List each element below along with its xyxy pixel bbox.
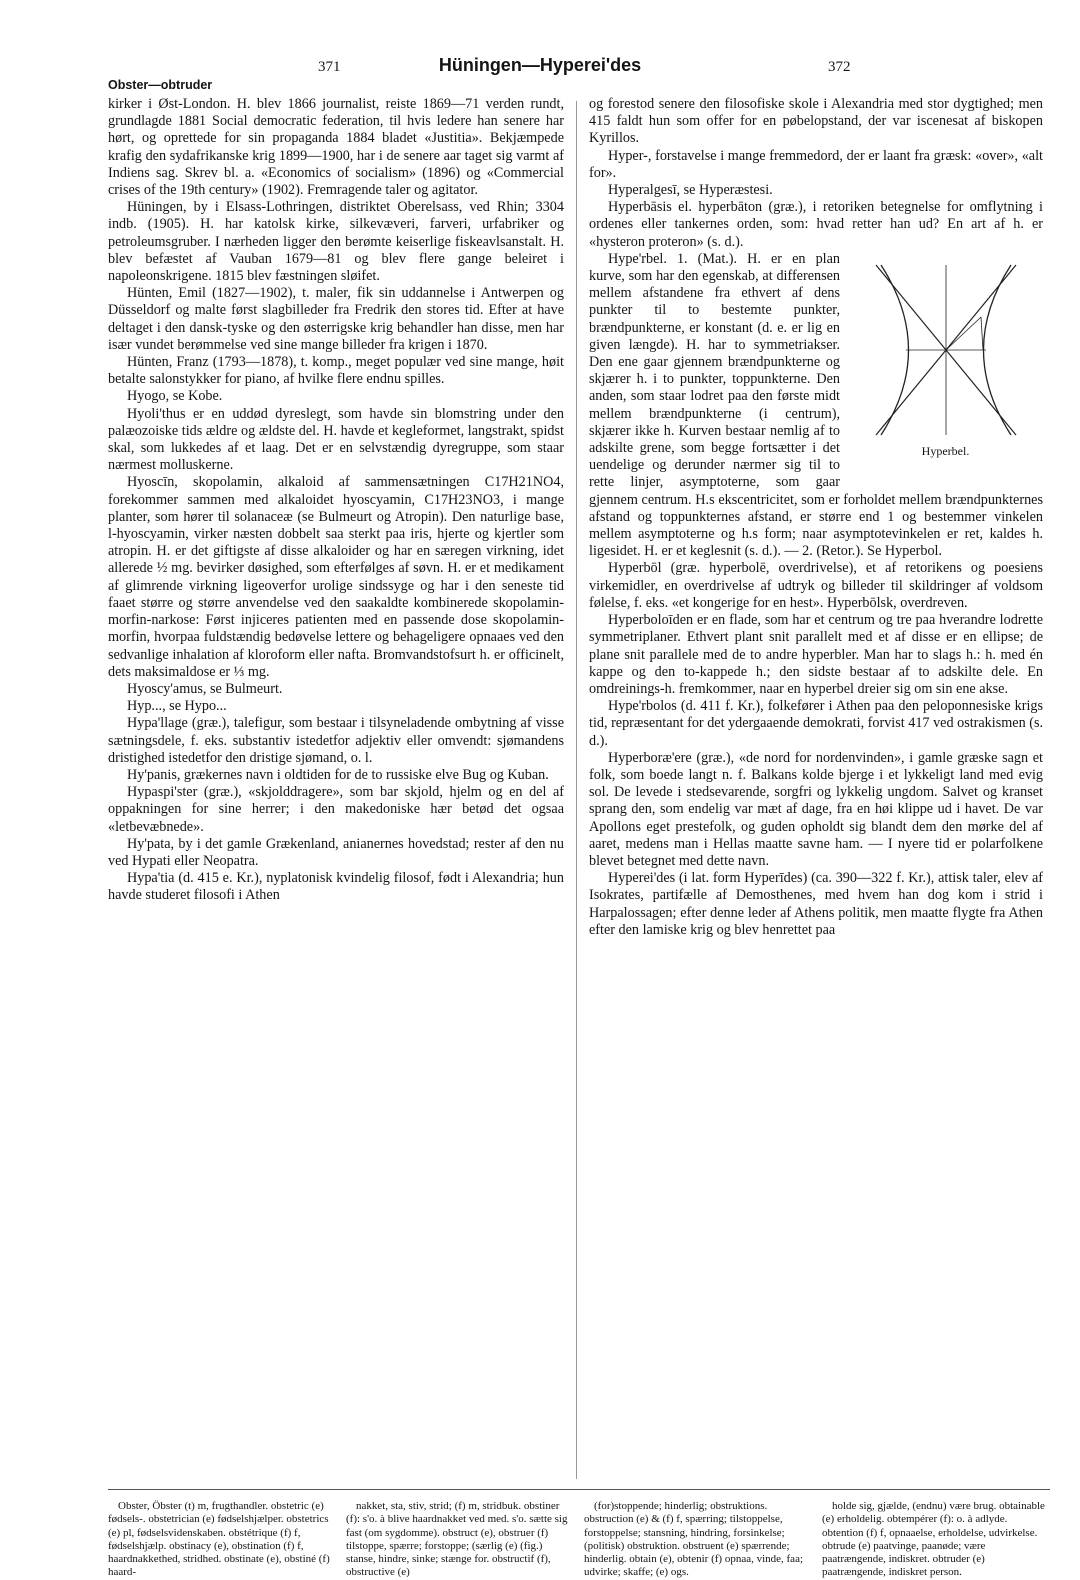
entry-hyoscin: Hyoscīn, skopolamin, alkaloid af sammensætningen C17H21NO4, forekommer sammen med alkaloidet hyoscyamin, C17H23NO3, i mange planter, som hører til solanaceæ (se Bulmeurt og Atropin). Den naturlige base, l-hyoscyamin, virker næsten dobbelt saa sterkt paa iris, hjerte og kjertler som atropin. H. er det giftigste af disse alkaloider og har en særegen virkning, idet allerede ½ mg. bevirker døsighed, som efterfølges af søvn. H. er et medikament af glimrende virkning ligeoverfor urolige sindssyge og har i den seneste tid faaet større og større anvendelse ved den saakaldte kombinerede skopolamin-morfin-narkose: Først injiceres patienten med en passende dose skopolamin-morfin, hvorpaa fuldstændig bedøvelse lettere og behageligere opnaaes ved den sedvanlige inhalation af kloroform eller nafta. Bromvandstofsurt h. er officinelt, dets maksimaldose er ⅓ mg. (108, 474, 564, 680)
entry-hyperbasis: Hyperbāsis el. hyperbāton (græ.), i retoriken betegnelse for omflytning i ordenes eller tankernes orden, som: hvad retter han ud? En art af h. er «hysteron proteron» (s. d.). (589, 199, 1043, 250)
entry-hypereides: Hyperei'des (i lat. form Hyperīdes) (ca. 390—322 f. Kr.), attisk taler, elev af Isokrates, partifælle af Demosthenes, med hvem han dog kom i strid i Harpalossagen; efter denne leder af Athens politik, men maatte flygte fra Athen efter den lamiske krig og blev henrettet paa (589, 870, 1043, 938)
entry-continuation: kirker i Øst-London. H. blev 1866 journalist, reiste 1869—71 verden rundt, grundlagde 1881 Social democratic federation, til hvis ledere han senere har hørt, og oprettede for sin propaganda 1884 bladet «Justitia». Bekjæmpede krafig den sydafrikanske krig 1899—1900, har i de senere aar taget sig varmt af Indiens sag. Skrev bl. a. «Economics of socialism» (1896) og «Commercial crises of the 19th century» (1902). Fremragende taler og agitator. (108, 96, 564, 199)
page-number-right: 372 (828, 59, 851, 75)
entry-hypatia: Hypa'tia (d. 415 e. Kr.), nyplatonisk kvindelig filosof, født i Alexandria; hun havde studeret filosofi i Athen (108, 870, 564, 904)
entry-huenten-emil: Hünten, Emil (1827—1902), t. maler, fik sin uddannelse i Antwerpen og Düsseldorf og malte først slagbilleder fra Fredrik den stores tid. Efter at have deltaget i den dansk-tyske og den østerrigske krig behandler han disse, men har især vundet berømmelse ved sine mange billeder fra krigen i 1870. (108, 285, 564, 353)
footnote-column-4: holde sig, gjælde, (endnu) være brug. obtainable (e) erholdelig. obtempérer (f): o. à adlyde. obtention (f) f, opnaaelse, erholdelse, udvirkelse. obtrude (e) paatvinge, paanøde; være paatrængende, indiskret. obtruder (e) paatrængende, indiskret person. (822, 1500, 1045, 1579)
hyperbola-diagram (861, 255, 1031, 445)
entry-huenten-franz: Hünten, Franz (1793—1878), t. komp., meget populær ved sine mange, høit betalte salonstykker for piano, af hvilke flere endnu spilles. (108, 354, 564, 388)
entry-hueningen: Hüningen, by i Elsass-Lothringen, distriktet Oberelsass, ved Rhin; 3304 indb. (1905). H. har katolsk kirke, silkevæveri, farveri, urfabriker og petroleumsgruber. I nærheden ligger den berømte keiserlige fiskeavlsanstalt. H. blev befæstet af Vauban 1679—81 og blev flere gange beleiret i napoleonskrigene. 1815 blev fæstningen sløifet. (108, 199, 564, 285)
entry-hyogo: Hyogo, se Kobe. (127, 388, 223, 405)
entry-hyolithus: Hyoli'thus er en uddød dyreslegt, som havde sin blomstring under den palæozoiske tids ældre og ældste del. H. havde et kegleformet, langstrakt, spidst skal, som lukkedes af et laag. Det er en selvstændig dyregruppe, som staar nærmest molluskerne. (108, 405, 564, 474)
entry-continuation: og forestod senere den filosofiske skole i Alexandria med stor dygtighed; men 415 faldt hun som offer for en pøbelopstand, der var iscenesat af biskopen Kyrillos. (589, 96, 1043, 147)
page-title: Hüningen—Hyperei'des (438, 55, 642, 75)
guide-word: Obster—obtruder (108, 78, 213, 92)
page-number-left: 371 (318, 59, 341, 75)
entry-hyper: Hyper-, forstavelse i mange fremmedord, der er laant fra græsk: «over», «alt for». (589, 147, 1043, 181)
figure-caption: Hyperbel. (921, 443, 970, 458)
entry-hypata: Hy'pata, by i det gamle Grækenland, anianernes hovedstad; rester af den nu ved Hypati eller Neopatra. (108, 835, 564, 869)
entry-hyp: Hyp..., se Hypo... (127, 698, 227, 715)
column-divider (576, 101, 577, 1479)
footnote-rule (108, 1489, 1050, 1490)
entry-hyperalgesi: Hyperalgesī, se Hyperæstesi. (608, 182, 773, 199)
right-column (589, 96, 1043, 939)
entry-hyoscyamus: Hyoscy'amus, se Bulmeurt. (127, 680, 283, 697)
entry-hyperbel: Hype'rbel. 1. (Mat.). H. er en plan kurve, som har den egenskab, at differensen mellem afstandene fra ethvert af dens punkter til to bestemte punkter, brændpunkterne, er konstant (d. e. er lig en given længde). H. har to symmetriakser. Den ene gaar gjennem brændpunkterne og skjærer h. i to punkter, toppunkterne. Den anden, som staar lodret paa den første midt mellem brændpunkterne (i centrum), skjærer ikke h. Kurven bestaar nemlig af to adskilte grene, som begge fortsætter i det uendelige og derunder nærmer sig til to rette linjer, asymptoterne, som gaar gjennem centrum. H.s ekscentricitet, som er forholdet mellem brændpunkternes afstand og toppunkternes afstand, er større end 1 og bestemmer vinkelen mellem asymptoterne og h.s form; naar asymptotevinkelen er ret, kaldes h. ligesidet. H. er et keglesnit (s. d.). — 2. (Retor.). Se Hyperbol. (589, 250, 1043, 560)
entry-hypaspister: Hypaspi'ster (græ.), «skjolddragere», som bar skjold, hjelm og en del af oppakningen for sine herrer; i den makedoniske hær betød det ogsaa «letbevæbnede». (108, 784, 564, 835)
entry-hyperboloiden: Hyperboloīden er en flade, som har et centrum og tre paa hverandre lodrette symmetriplaner. Ethvert plant snit parallelt med et af disse er en ellipse; de plane snit parallele med de to andre hyperbler. Man har to slags h.: h. med én kappe og den to-kappede h.; den sidste bestaar af to adskilte dele. En omdreinings-h. fremkommer, naar en hyperbel dreier sig om sin ene akse. (589, 612, 1043, 697)
hyperbola-figure (848, 255, 1043, 475)
footnote-column-2: nakket, sta, stiv, strid; (f) m, stridbuk. obstiner (f): s'o. à blive haardnakket ved med. s'o. sætte sig fast (om sygdomme). obstruct (e), obstruer (f) tilstoppe, spærre; forstoppe; (særlig (e) (fig.) stanse, hindre, sinke; stænge for. obstructif (f), obstructive (e) (346, 1500, 568, 1579)
footnote-column-1: Obster, Öbster (t) m, frugthandler. obstetric (e) fødsels-. obstetrician (e) fødselshjælper. obstetrics (e) pl, fødselsvidenskaben. obstétrique (f) f, fødselshjælp. obstinacy (e), obstination (f) f, haardnakkethed, stridhed. obstinate (e), obstiné (f) haard- (108, 1500, 330, 1579)
entry-hypallage: Hypa'llage (græ.), talefigur, som bestaar i tilsyneladende ombytning af visse sætningsdele, f. eks. substantiv istedetfor adjektiv eller omvendt: sjømandens dristighed istedetfor den dristige sjømand, o. l. (108, 715, 564, 766)
entry-hypanis: Hy'panis, grækernes navn i oldtiden for de to russiske elve Bug og Kuban. (127, 766, 549, 783)
footnote-column-3: (for)stoppende; hinderlig; obstruktions. obstruction (e) & (f) f, spærring; tilstoppelse, forstoppelse; stansning, hindring, forsinkelse; (politisk) obstruktion. obstruent (e) spærrende; hinderlig. obtain (e), obtenir (f) opnaa, vinde, faa; udvirke; skaffe; (e) ogs. (584, 1500, 804, 1579)
entry-hyperbol: Hyperbōl (græ. hyperbolē, overdrivelse), et af retorikens og poesiens virkemidler, en overdrivelse af udtryk og billeder til skildringer af voldsom følelse, f. eks. «et kongerige for en hest». Hyperbōlsk, overdreven. (589, 560, 1043, 611)
entry-hyperbolos: Hype'rbolos (d. 411 f. Kr.), folkefører i Athen paa den peloponnesiske krigs tid, repræsentant for det ydergaaende demokrati, forvist 417 ved ostrakismen (s. d.). (589, 698, 1044, 749)
entry-hyperboraeere: Hyperboræ'ere (græ.), «de nord for nordenvinden», i gamle græske sagn et folk, som boede langt n. f. Balkans kolde bjerge i et lykkeligt land med evig sol. De levede i stedsevarende, sorgfri og lykkelig ungdom. Salvet og kranset sprang den, som endelig var mæt af dage, fra en høi klippe ud i havet. De var Apollons eget prestefolk, og guden opholdt sig blandt dem den mørke del af aaret, medens man i Hellas maatte savne ham. — I nyere tid er polarfolkene blevet betegnet med dette navn. (589, 749, 1043, 869)
left-column (108, 96, 564, 905)
